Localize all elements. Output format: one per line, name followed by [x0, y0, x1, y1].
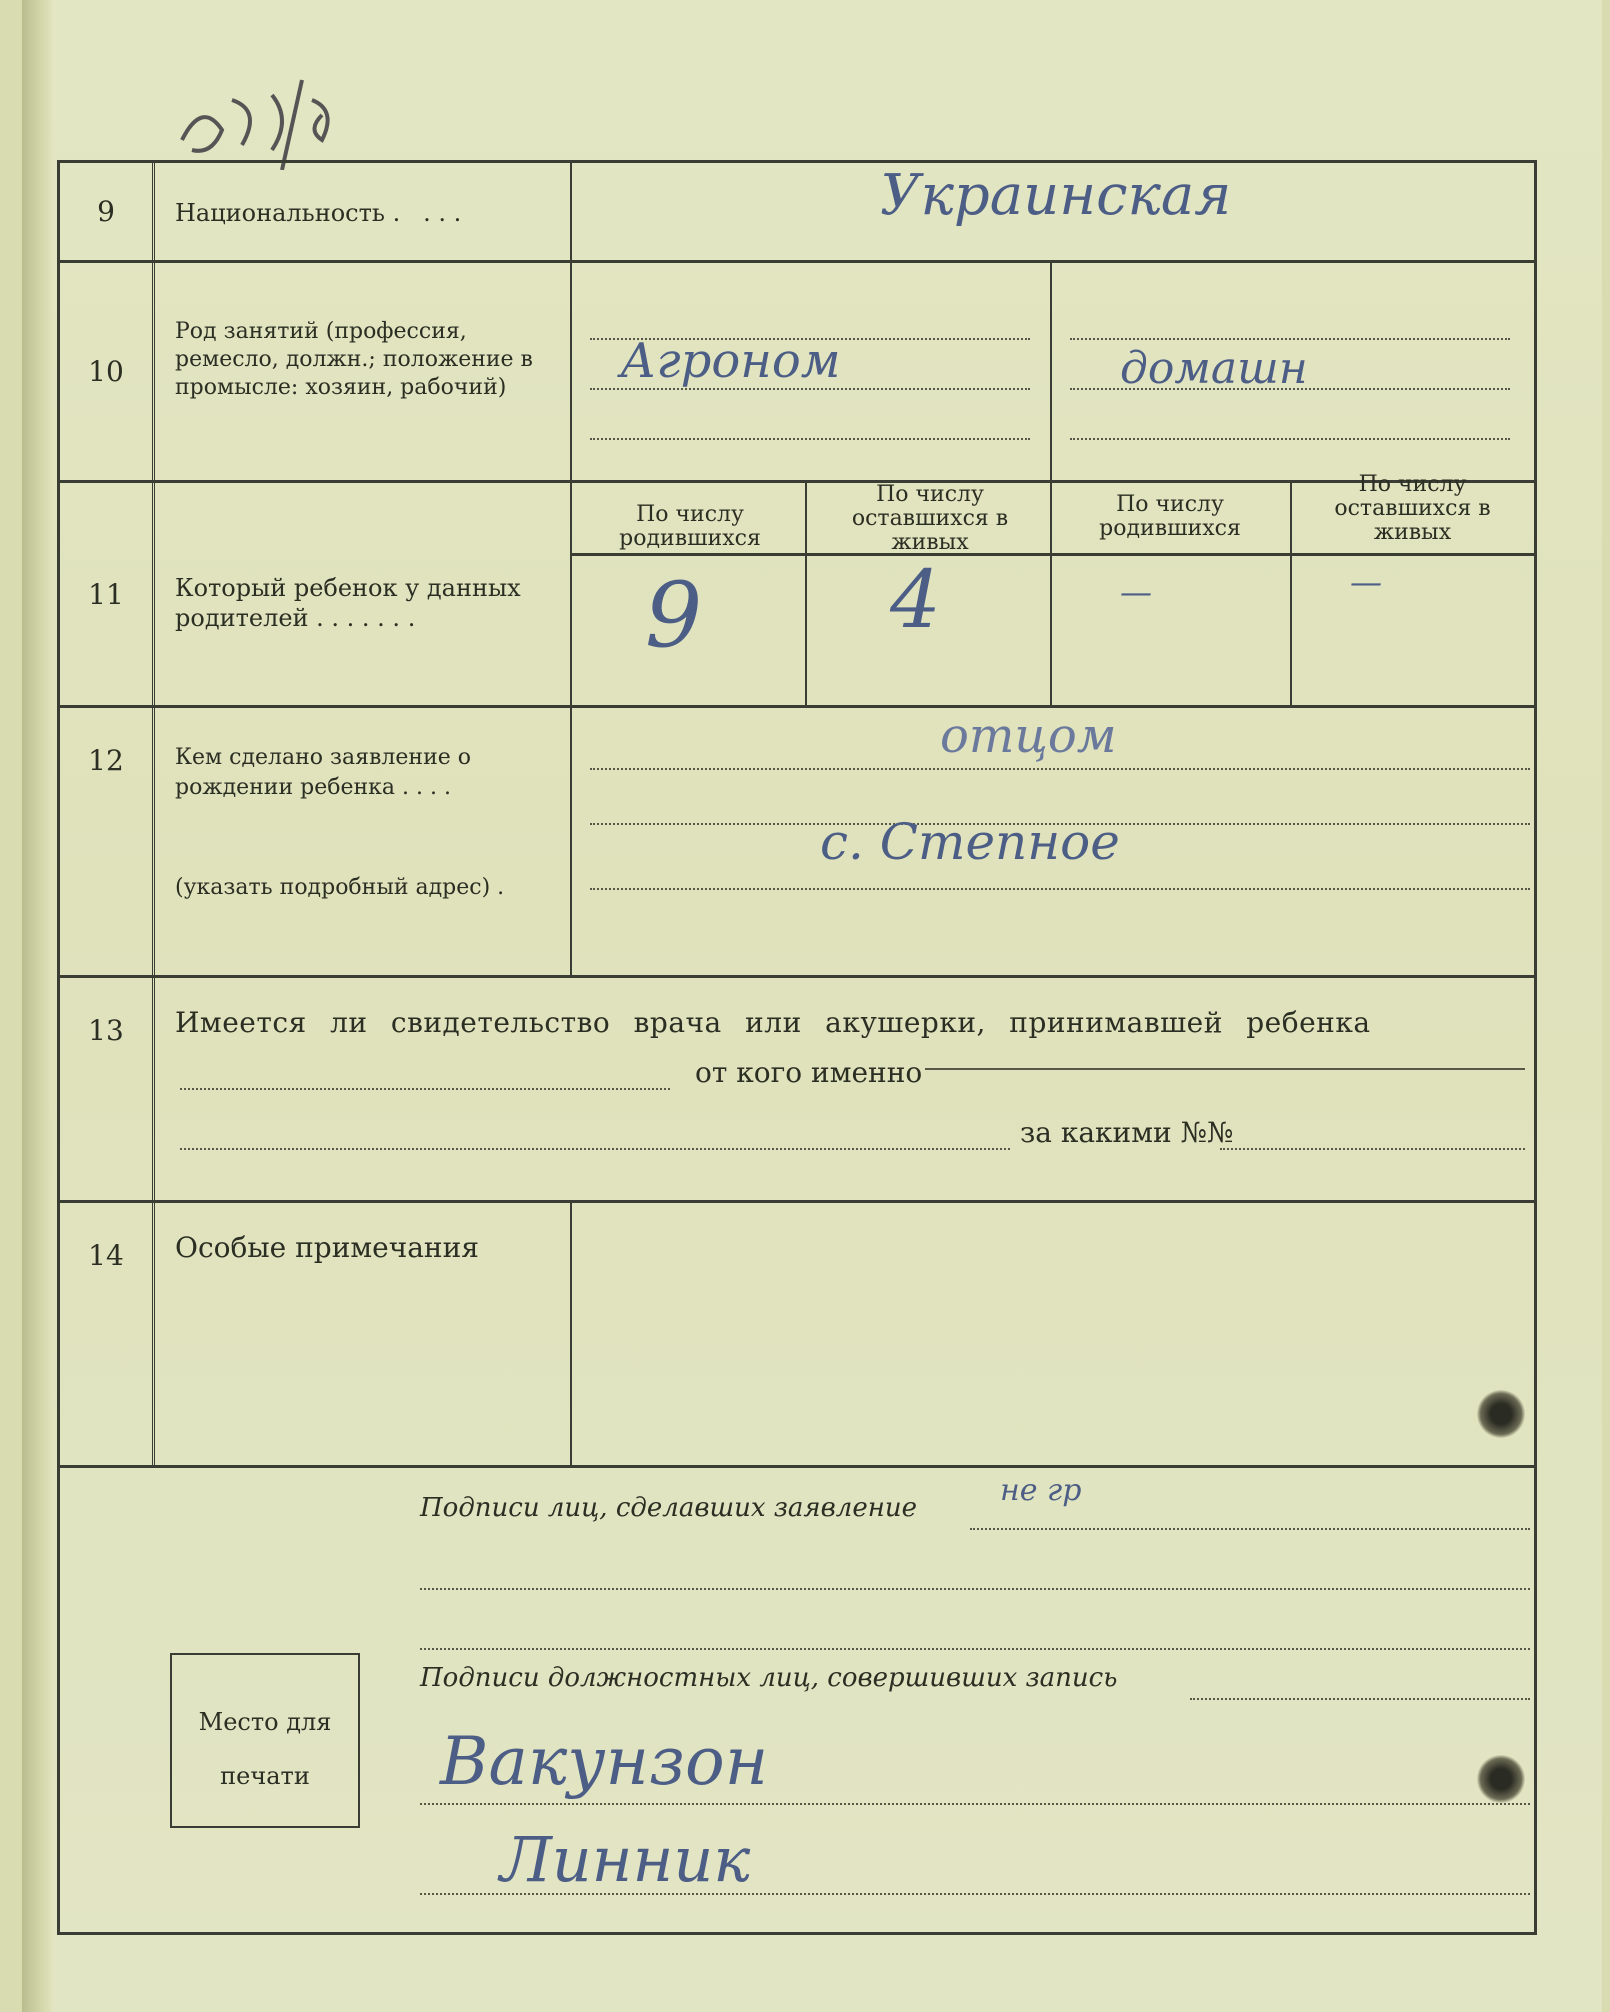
page-edge [22, 0, 52, 2012]
row-child-order [60, 472, 1534, 708]
applicants-signature-label: Подписи лиц, сделавших заявление [420, 1493, 917, 1523]
father-born-count: 9 [645, 563, 703, 668]
occupation-mother-value: домашн [1120, 343, 1308, 394]
archive-mark [172, 60, 372, 170]
col-header-born: По числу родившихся [1099, 492, 1241, 541]
document-sheet [22, 0, 1602, 2012]
nationality-label: Национальность . . . . [175, 199, 462, 227]
row-number: 14 [60, 1203, 155, 1465]
column-divider [805, 483, 807, 705]
applicant-signature: не гр [1000, 1473, 1082, 1508]
column-divider [570, 163, 572, 260]
certificate-question: Имеется ли свидетельство врача или акушерки, принимавшей ребенка [175, 1006, 1371, 1039]
officials-signature-label: Подписи должностных лиц, совершивших запись [420, 1663, 1118, 1693]
row-certificate [60, 978, 1534, 1203]
declarant-address-value: с. Степное [820, 813, 1120, 871]
declarant-value: отцом [940, 708, 1117, 764]
column-divider [570, 263, 572, 480]
binding-hole [1477, 1755, 1525, 1803]
row-number: 13 [60, 978, 155, 1200]
official-signature-1: Вакунзон [440, 1723, 769, 1800]
seal-placeholder [170, 1653, 360, 1828]
row-occupation [60, 263, 1534, 483]
child-order-label: Который ребенок у данных родителей . . . . . . . [175, 574, 521, 632]
occupation-label: Род занятий (профессия, ремесло, должн.; положение в промысле: хозяин, рабочий) [175, 319, 533, 400]
row-number: 12 [60, 708, 155, 975]
row-notes [60, 1203, 1534, 1468]
column-divider [1290, 483, 1292, 705]
mother-born-count: — [1120, 573, 1152, 611]
column-divider [570, 1203, 572, 1465]
occupation-father-value: Агроном [620, 333, 841, 389]
father-alive-count: 4 [890, 553, 941, 646]
row-declarant [60, 708, 1534, 978]
col-header-alive: По числу оставшихся в живых [1334, 472, 1491, 545]
nationality-value: Украинская [880, 163, 1232, 228]
column-divider [1050, 483, 1052, 705]
column-divider [570, 483, 572, 705]
row-number: 9 [60, 163, 155, 260]
col-header-born: По числу родившихся [619, 502, 761, 551]
column-divider [1050, 263, 1052, 480]
row-nationality [60, 163, 1534, 263]
certificate-from-label: от кого именно [695, 1056, 923, 1089]
declarant-address-label: (указать подробный адрес) . [175, 875, 505, 900]
declarant-label: Кем сделано заявление о рождении ребенка . . . . [175, 745, 471, 800]
column-divider [570, 708, 572, 975]
col-header-alive: По числу оставшихся в живых [851, 482, 1009, 555]
row-number: 11 [60, 483, 155, 705]
row-number: 10 [60, 263, 155, 480]
official-signature-2: Линник [500, 1823, 751, 1896]
mother-alive-count: — [1350, 563, 1382, 601]
certificate-numbers-label: за какими №№ [1020, 1116, 1234, 1149]
seal-line-2: печати [220, 1762, 310, 1790]
archive-mark-glyph [172, 60, 372, 170]
seal-line-1: Место для [198, 1708, 332, 1736]
binding-hole [1477, 1390, 1525, 1438]
notes-label: Особые примечания [175, 1231, 479, 1264]
record-form [57, 160, 1537, 1935]
